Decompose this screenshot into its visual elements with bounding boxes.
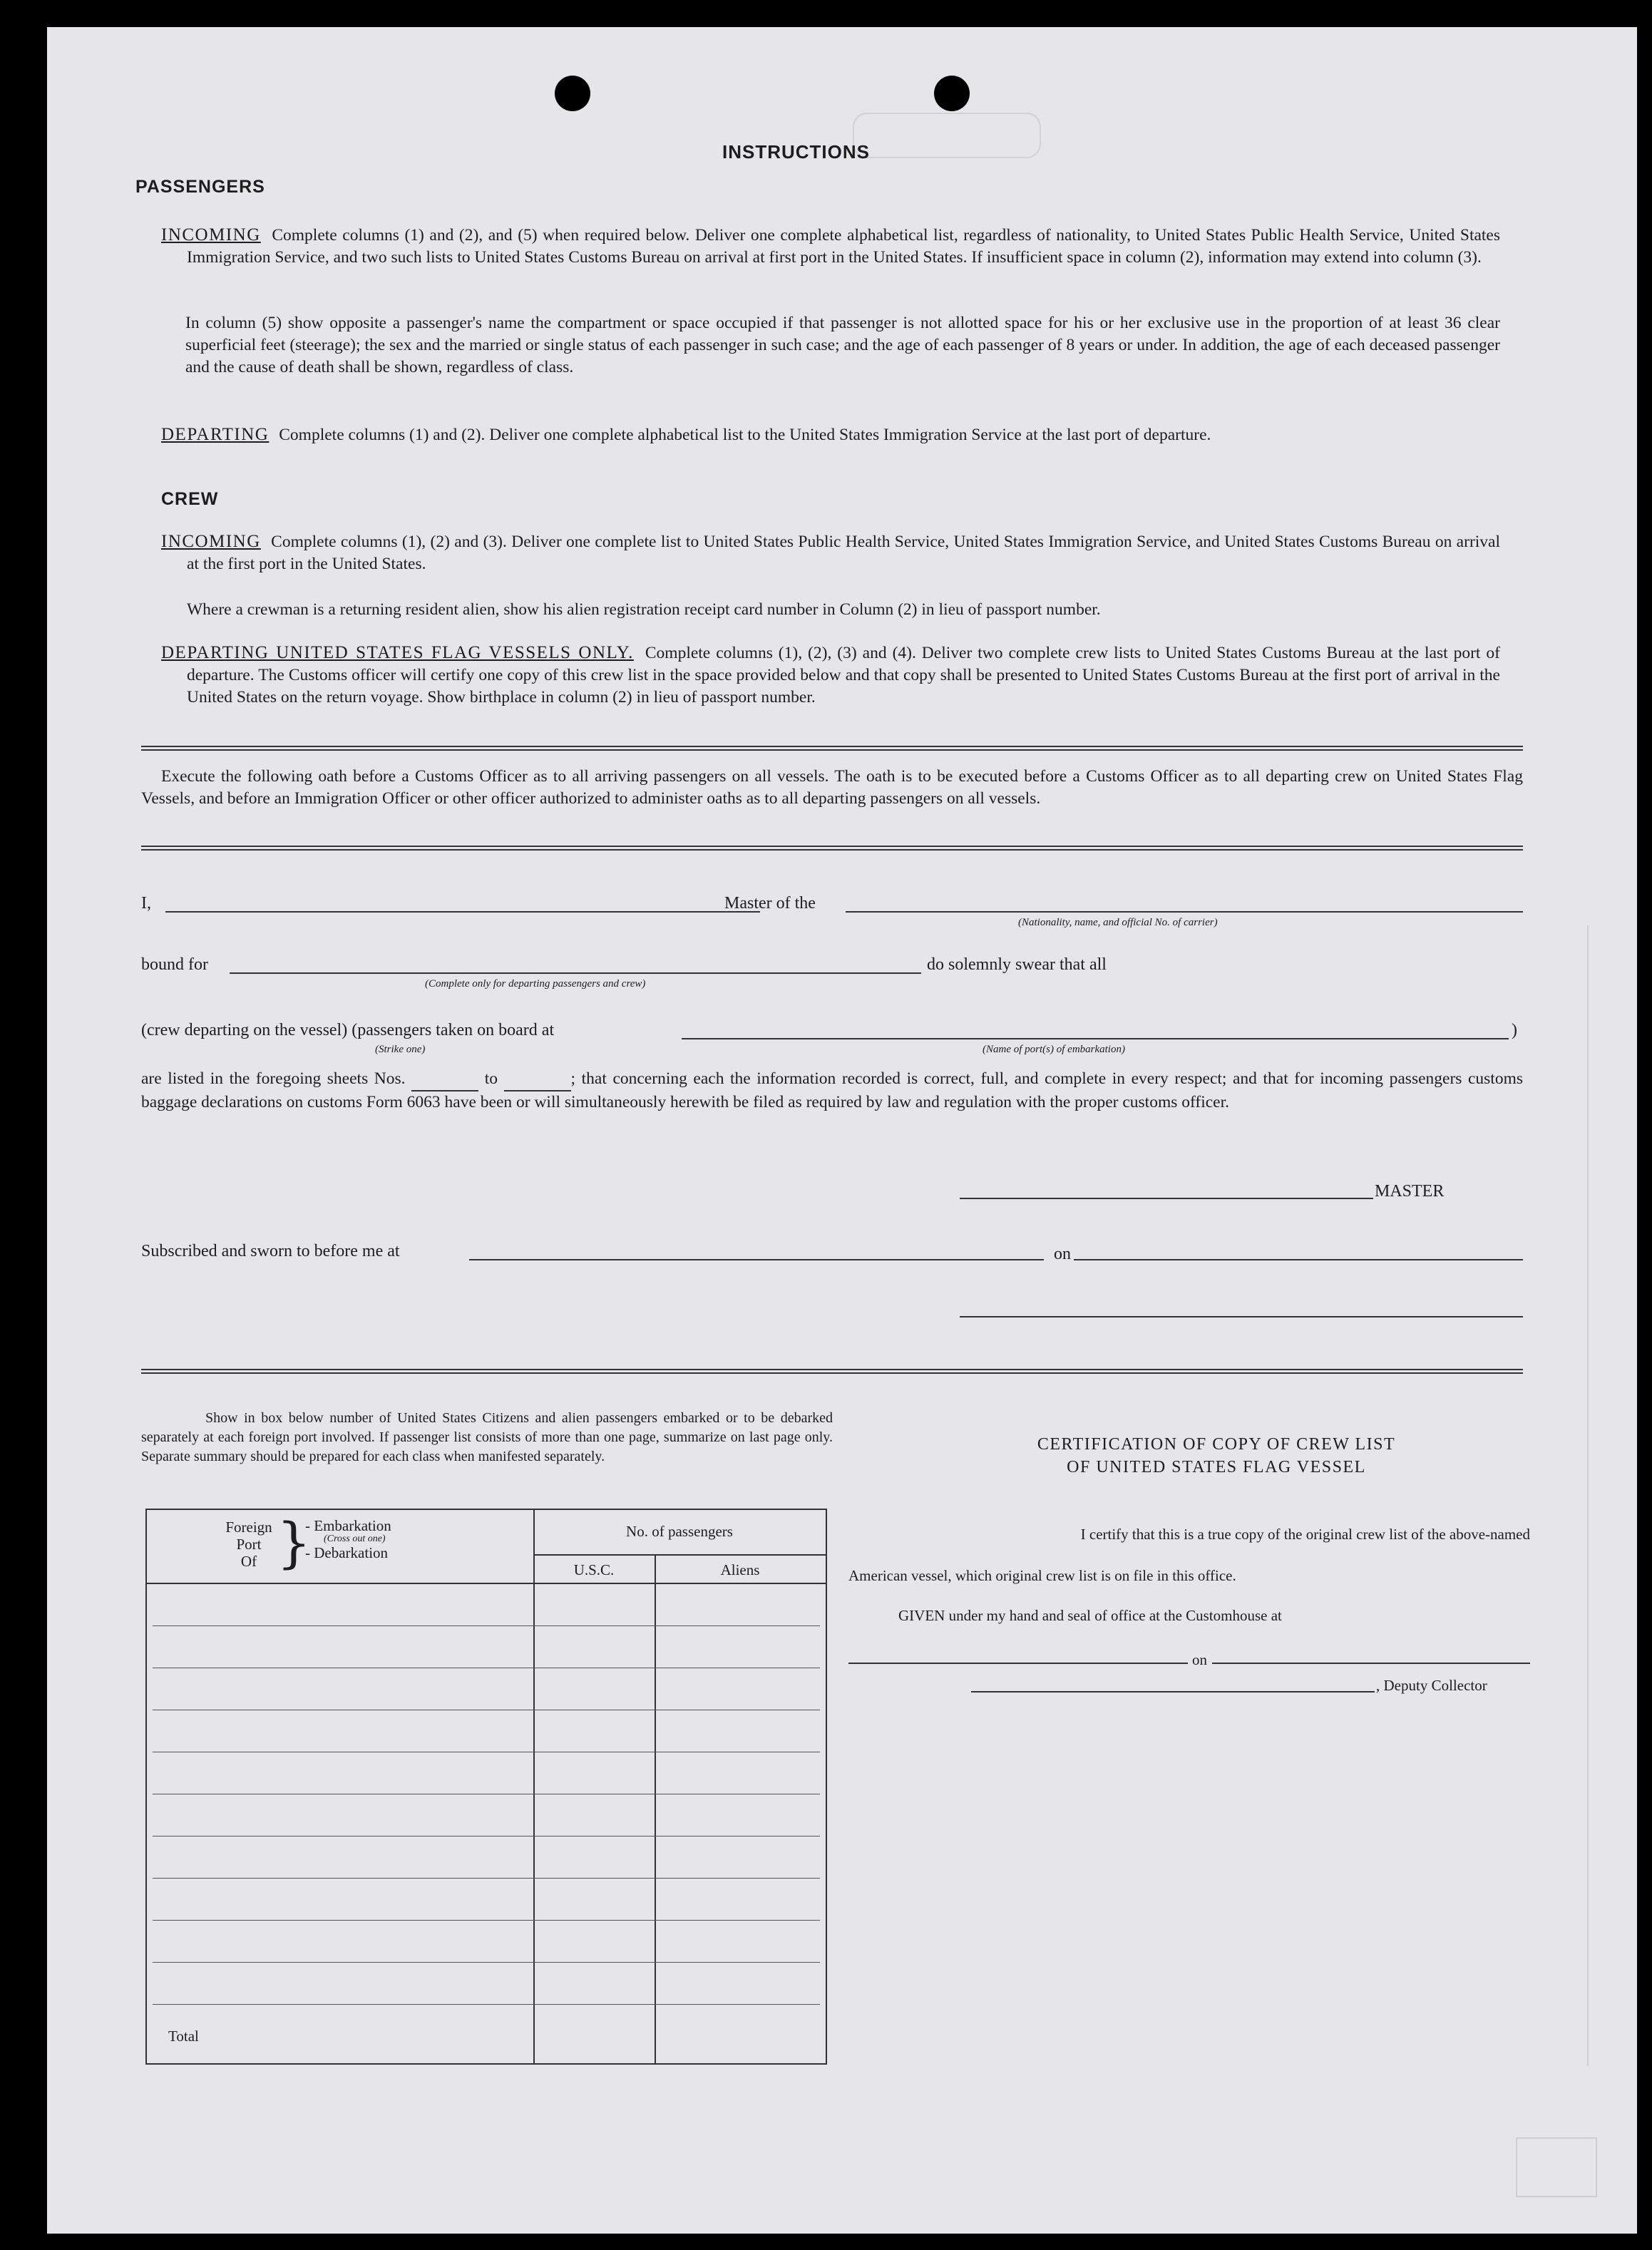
brace-icon: } [277, 1511, 312, 1574]
certification-heading-line2: OF UNITED STATES FLAG VESSEL [1067, 1458, 1366, 1476]
section-divider [141, 846, 1523, 851]
page-title: INSTRUCTIONS [722, 141, 870, 163]
carrier-field[interactable] [846, 911, 1523, 913]
column5-paragraph: In column (5) show opposite a passenger's name the compartment or space occupied if that passenger is not allotted space for his or her exclusive use in the proportion of at least 36 clear superficial feet (steerage); the sex and the married or single status of each passenger in such case; and the age of each passenger of 8 years or under. In addition, the age of each deceased passenger and the cause of death shall be shown, regardless of class. [185, 314, 1500, 376]
table-row[interactable] [153, 1837, 820, 1879]
customhouse-field[interactable] [848, 1663, 1188, 1664]
bleed-through-mark [853, 113, 1041, 158]
departing-label: DEPARTING [161, 425, 270, 444]
passengers-departing-paragraph [161, 423, 1500, 446]
incoming-label: INCOMING [161, 225, 261, 245]
on-label: on [1054, 1245, 1071, 1263]
summary-table [145, 1509, 827, 2065]
bleed-through-mark [1587, 925, 1589, 2066]
summary-rows [147, 1584, 826, 2005]
swear-text: do solemnly swear that all [927, 955, 1107, 974]
master-signature-field[interactable] [960, 1198, 1373, 1199]
crew-departing-text: Complete columns (1), (2), (3) and (4). Deliver two complete crew lists to United States Customs Bureau at the last port of departure. The Customs officer will certify one copy of this crew list in the space provided below and that copy shall be presented to United States Customs Bureau at the first port of arrival in the United States on the return voyage. Show birthplace in column (2) in lieu of passport number. [187, 644, 1500, 707]
certification-heading [896, 1433, 1537, 1479]
master-name-field[interactable] [165, 911, 760, 913]
alien-paragraph: Where a crewman is a returning resident alien, show his alien registration receipt card number in Column (2) in lieu of passport number. [187, 600, 1101, 619]
certify-line1: I certify that this is a true copy of the original crew list of the above-named [1080, 1526, 1530, 1543]
crew-incoming-label: INCOMING [161, 532, 261, 551]
table-row[interactable] [153, 1752, 820, 1794]
table-row[interactable] [153, 1668, 820, 1710]
foreign-port-label [224, 1519, 274, 1570]
crew-incoming-text: Complete columns (1), (2) and (3). Deliver one complete list to United States Public Health Service, United States Immigration Service, and United States Customs Bureau on arrival at the first port in the United States. [187, 533, 1501, 573]
deputy-signature-field[interactable] [971, 1691, 1375, 1692]
incoming-text: Complete columns (1) and (2), and (5) when required below. Deliver one complete alphabetical list, regardless of nationality, to United States Public Health Service, United States Immigration Service, and two such lists to United States Customs Bureau on arrival at first port in the United States. If insufficient space in column (2), information may extend into column (3). [187, 226, 1501, 267]
passengers-heading: PASSENGERS [135, 177, 265, 197]
table-row[interactable] [153, 1584, 820, 1626]
document-page [47, 27, 1637, 2234]
summary-note: Show in box below number of United States Citizens and alien passengers embarked or to be debarked separately at each foreign port involved. If passenger list consists of more than one page, summarize on last page only. Separate summary should be prepared for each class when manifested separately. [141, 1410, 833, 1464]
bound-for-field[interactable] [230, 972, 921, 974]
sworn-date-field[interactable] [1074, 1259, 1523, 1260]
sheet-to-field[interactable] [504, 1068, 571, 1091]
listed-paragraph [141, 1068, 1523, 1114]
table-row[interactable] [153, 1794, 820, 1837]
departing-text: Complete columns (1) and (2). Deliver one complete alphabetical list to the United States Immigration Service at the last port of departure. [279, 426, 1211, 444]
table-row[interactable] [153, 1710, 820, 1752]
crew-incoming-paragraph [161, 530, 1500, 575]
cross-out-caption: (Cross out one) [324, 1534, 386, 1544]
punch-hole [934, 76, 970, 111]
foreign-text: Foreign [225, 1519, 272, 1536]
oath-intro: Execute the following oath before a Customs Officer as to all arriving passengers on all vessels. The oath is to be executed before a Customs Officer as to all departing crew on United States Flag Vessels, and before an Immigration Officer or other officer authorized to administer oaths as to all departing passengers on all vessels. [141, 767, 1523, 808]
passengers-incoming-paragraph [161, 224, 1500, 269]
crew-departing-label: DEPARTING UNITED STATES FLAG VESSELS ONLY. [161, 643, 634, 662]
cert-on-label: on [1192, 1651, 1207, 1668]
crew-departing-paragraph [161, 642, 1500, 709]
given-line: GIVEN under my hand and seal of office at the Customhouse at [898, 1607, 1282, 1624]
i-label: I, [141, 894, 151, 913]
corner-stamp-box [1516, 2137, 1597, 2197]
crew-departing-text: (crew departing on the vessel) (passengers taken on board at [141, 1021, 555, 1039]
nationality-caption: (Nationality, name, and official No. of carrier) [1018, 917, 1218, 928]
close-paren: ) [1512, 1021, 1517, 1039]
sworn-place-field[interactable] [469, 1259, 1044, 1260]
listed-suffix: ; that concerning each the information recorded is correct, full, and complete in every respect; and that for incoming passengers customs baggage declarations on customs Form 6063 have been or will simultaneously herewith be filed as required by law and regulation with the proper customs officer. [141, 1069, 1524, 1111]
master-label: MASTER [1375, 1182, 1445, 1201]
embarkation-options [305, 1517, 391, 1561]
table-row[interactable] [153, 1626, 820, 1668]
bound-for-label: bound for [141, 955, 208, 974]
section-divider [141, 1369, 1523, 1374]
cert-date-field[interactable] [1212, 1663, 1530, 1664]
debarkation-option[interactable]: - Debarkation [305, 1544, 389, 1561]
aliens-header: Aliens [720, 1561, 760, 1578]
subscribed-label: Subscribed and sworn to before me at [141, 1242, 400, 1260]
section-divider [141, 746, 1523, 751]
master-of-the-label: Master of the [724, 894, 816, 913]
certify-line2: American vessel, which original crew list is on file in this office. [848, 1567, 1236, 1584]
punch-hole [555, 76, 590, 111]
complete-caption: (Complete only for departing passengers and crew) [425, 978, 646, 990]
total-label: Total [168, 2028, 199, 2045]
officer-signature-field[interactable] [960, 1316, 1523, 1317]
table-row[interactable] [153, 1921, 820, 1963]
usc-header: U.S.C. [573, 1561, 615, 1578]
port-caption: (Name of port(s) of embarkation) [983, 1044, 1125, 1055]
no-passengers-header: No. of passengers [626, 1523, 733, 1540]
port-of-embarkation-field[interactable] [682, 1038, 1509, 1039]
deputy-collector-label: , Deputy Collector [1376, 1677, 1487, 1694]
table-row[interactable] [153, 1879, 820, 1921]
to-label: to [484, 1069, 498, 1088]
port-text: Port [236, 1536, 262, 1553]
embarkation-option[interactable]: - Embarkation [305, 1517, 391, 1534]
of-text: Of [240, 1553, 257, 1570]
sheet-from-field[interactable] [411, 1068, 478, 1091]
strike-one-caption: (Strike one) [375, 1044, 426, 1055]
table-row[interactable] [153, 1963, 820, 2005]
header-divider [533, 1554, 826, 1556]
certification-heading-line1: CERTIFICATION OF COPY OF CREW LIST [1037, 1435, 1396, 1454]
listed-prefix: are listed in the foregoing sheets Nos. [141, 1069, 406, 1088]
crew-heading: CREW [161, 489, 219, 509]
